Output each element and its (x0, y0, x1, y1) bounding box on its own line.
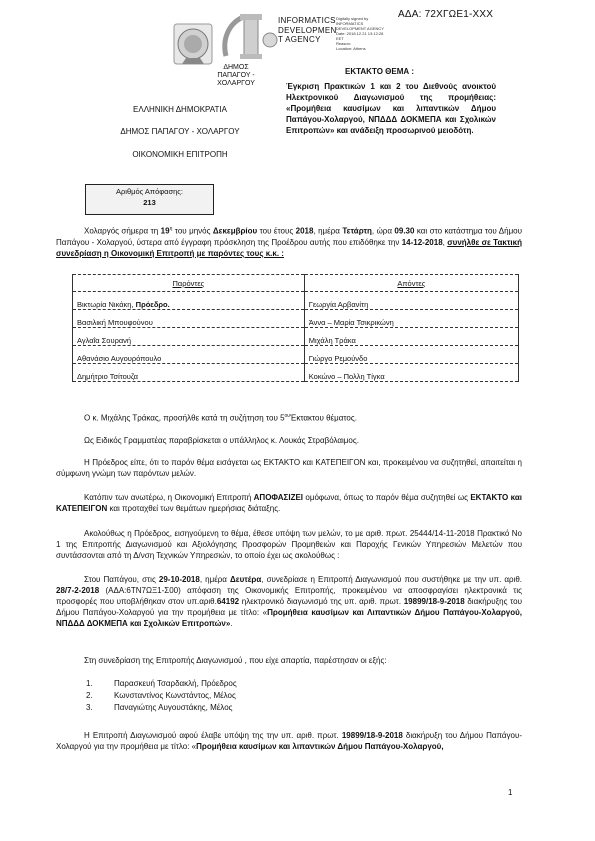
present-role: Πρόεδρο. (135, 300, 170, 309)
text: και στο κατάστημα του Δήμου Παπάγου - Χολαργού, ύστερα από έγγραφη πρόσκληση της Προέδρου αυτής που επιδόθηκε την (56, 226, 523, 247)
sig-line: Location: Athens (336, 46, 366, 51)
list-number: 3. (86, 703, 93, 712)
table-row (73, 292, 519, 310)
intro-paragraph (56, 224, 522, 259)
municipality-seal-logo (170, 14, 216, 70)
day: 19 (160, 226, 170, 236)
text: (ΑΔΑ:6ΤΝ7ΩΞ1-Σ00) απόφαση της Οικονομικής Επιτροπής, προκειμένου να αποσφραγίσει ηλεκτρονικά τις προσφορές που υποβλήθηκαν στον υπ.αριθ. (56, 586, 522, 606)
decision-label: Αριθμός Απόφασης: (116, 187, 183, 196)
table-row (73, 364, 519, 382)
subject-title: ΕΚΤΑΚΤΟ ΘΕΜΑ : (345, 67, 415, 76)
sig-line: EET (336, 36, 344, 41)
text: διακήρυξης του Δήμου Παπάγου-Χολαργού για την προμήθεια με τίτλο: « (56, 597, 523, 617)
invite-date: 14-12-2018 (401, 237, 443, 247)
absent-cell: Γιώργο Ρεμούνδο (304, 346, 518, 364)
page-number: 1 (508, 788, 513, 797)
agency-line-3: T AGENCY (278, 35, 321, 44)
final-paragraph (56, 730, 522, 752)
column-emblem-icon (218, 10, 278, 62)
header-municipality: ΔΗΜΟΣ ΠΑΠΑΓΟΥ - ΧΟΛΑΡΓΟΥ (120, 127, 240, 136)
text: ομόφωνα, όπως το παρόν θέμα συζητηθεί ως (303, 493, 471, 502)
list-name: Παναγιώτης Αυγουστάκης, Μέλος (114, 703, 233, 712)
sig-line: Reason: (336, 41, 351, 46)
decision-ref: 28/7-2-2018 (56, 586, 100, 595)
text: Χολαργός σήμερα τη (84, 226, 161, 236)
digital-signature-text (336, 16, 384, 51)
decides: ΑΠΟΦΑΣΙΖΕΙ (253, 493, 304, 502)
table-row (73, 346, 519, 364)
list-item (86, 678, 237, 689)
procurement-title: Προμήθεια καυσίμων και λιπαντικών Δήμου Παπάγου-Χολαργού, (196, 742, 444, 751)
brand-line-1: ΔΗΜΟΣ (223, 64, 249, 71)
subject-text: Έγκριση Πρακτικών 1 και 2 του Διεθνούς ανοικτού Ηλεκτρονικού Διαγωνισμού της προμήθειας: «Προμήθεια καυσίμων και λιπαντικών Δήμου Παπάγου-Χολαργού, ΝΠΔΔΔ ΔΟΚΜΕΠΑ και Σχολικών Επιτροπών» και ανάδειξη προσωρινού μειοδότη. (286, 82, 496, 135)
urgent-paragraph: Η Πρόεδρος είπε, ότι το παρόν θέμα εισάγεται ως ΕΚΤΑΚΤΟ και ΚΑΤΕΠΕΙΓΟΝ και, προκειμένου να συζητηθεί, απαιτείται η σύμφωνη γνώμη των παρόντων μελών. (56, 458, 522, 478)
present-name: Βικτωρία Νικάκη, (77, 300, 136, 309)
absent-cell: Άννα – Μαρία Τσικρικώνη (304, 310, 518, 328)
list-name: Παρασκευή Τσαρδακλή, Πρόεδρος (114, 679, 237, 688)
minutes-paragraph (56, 574, 522, 629)
municipality-brand (198, 64, 274, 88)
list-item (86, 690, 236, 701)
agency-line-1: INFORMATICS (278, 16, 336, 25)
agency-line-2: DEVELOPMEN (278, 25, 337, 35)
sig-line: DEVELOPMENT AGENCY (336, 26, 384, 31)
brand-line-2: ΠΑΠΑΓΟΥ - ΧΟΛΑΡΓΟΥ (217, 72, 255, 87)
decision-number: 213 (143, 198, 156, 207)
sup: ου (284, 413, 291, 419)
text: , ημέρα (199, 575, 231, 584)
text: του μηνός (172, 226, 213, 236)
protocol-number: 19899/18-9-2018 (403, 597, 465, 606)
text: ηλεκτρονικό διαγωνισμό της υπ. αριθ. πρωτ. (239, 597, 404, 606)
absent-cell: Μιχάλη Τράκα (304, 328, 518, 346)
attendance-table (72, 274, 519, 382)
text: , ώρα (371, 226, 395, 236)
present-cell: Βασιλική Μπουφούνου (73, 310, 305, 328)
table-row (73, 310, 519, 328)
weekday: Τετάρτη (342, 226, 372, 236)
decision-paragraph (56, 492, 522, 514)
session-text: συνήλθε σε Τακτική συνεδρίαση η Οικονομική Επιτροπή με παρόντες τους κ.κ. : (56, 237, 522, 258)
committee-intro: Στη συνεδρίαση της Επιτροπής Διαγωνισμού , που είχε απαρτία, παρέστησαν οι εξής: (84, 656, 387, 665)
list-item (86, 702, 233, 713)
text: , συνεδρίασε η Επιτροπή Διαγωνισμού που συστήθηκε με την υπ. αριθ. (261, 575, 523, 584)
sig-line: INFORMATICS (336, 21, 364, 26)
list-number: 1. (86, 679, 93, 688)
text: Η Επιτροπή Διαγωνισμού αφού έλαβε υπόψη της την υπ. αριθ. πρωτ. (84, 731, 342, 740)
text: του έτους (257, 226, 296, 236)
late-arrival-paragraph (56, 411, 522, 424)
absent-cell: Γεωργία Αρβανίτη (304, 292, 518, 310)
header-country: ΕΛΛΗΝΙΚΗ ΔΗΜΟΚΡΑΤΙΑ (133, 105, 227, 114)
present-cell: Αθανάσιο Αυγουρόπουλο (73, 346, 305, 364)
year: 2018 (295, 226, 314, 236)
date: 29-10-2018 (158, 575, 200, 584)
list-name: Κωνσταντίνος Κωνστάντος, Μέλος (114, 691, 236, 700)
decision-number-box (85, 184, 214, 215)
time: 09.30 (394, 226, 415, 236)
tender-number: 64192 (216, 597, 240, 606)
text: Ο κ. Μιχάλης Τράκας, προσήλθε κατά τη συζήτηση του 5 (84, 413, 285, 423)
header-committee: ΟΙΚΟΝΟΜΙΚΗ ΕΠΙΤΡΟΠΗ (132, 150, 228, 159)
proposal-paragraph: Ακολούθως η Πρόεδρος, εισηγούμενη το θέμα, έθεσε υπόψη των μελών, το με αριθ. πρωτ. 25444/14-11-2018 Πρακτικό Νο 1 της Επιτροπής Διαγωνισμού και Αξιολόγησης Προσφορών Προμηθειών και Παροχής Γενικών Υπηρεσιών Μελετών που συντάσσονται από τη Δ/νση Τεχνικών Υπηρεσιών, το οποίο έχει ως ακολούθως : (56, 529, 522, 560)
protocol-number: 19899/18-9-2018 (341, 731, 403, 740)
text: Στου Παπάγου, στις (84, 575, 159, 584)
present-cell (73, 292, 305, 310)
month: Δεκεμβρίου (212, 226, 258, 236)
logo-block (170, 4, 480, 86)
sig-line: Date: 2018.12.21 13:12:28 (336, 31, 384, 36)
weekday: Δευτέρα (230, 575, 262, 584)
absent-header: Απόντες (304, 275, 518, 292)
text: και προταχθεί των θεμάτων ημερήσιας διάταξης. (107, 504, 281, 513)
sig-line: Digitally signed by (336, 16, 369, 21)
absent-cell: Κοκώνο – Πολλη Τίγκα (304, 364, 518, 382)
urgent-label: ΕΚΤΑΚΤΟ και ΚΑΤΕΠΕΙΓΟΝ (56, 493, 523, 513)
sup: η (169, 226, 173, 232)
list-number: 2. (86, 691, 93, 700)
present-header: Παρόντες (73, 275, 305, 292)
text: διακήρυξη του Δήμου Παπάγου-Χολαργού για την προμήθεια με τίτλο: « (56, 731, 522, 751)
present-cell: Δημήτριο Τσίτουζα (73, 364, 305, 382)
text: . (230, 619, 233, 628)
text: Κατόπιν των ανωτέρω, η Οικονομική Επιτροπή (84, 493, 254, 502)
secretary-paragraph: Ως Ειδικός Γραμματέας παραβρίσκεται ο υπάλληλος κ. Λουκάς Στραβόλαιμος. (84, 436, 359, 445)
text: Έκτακτου θέματος. (290, 413, 357, 423)
table-row (73, 328, 519, 346)
agency-name (278, 16, 337, 45)
ada-code: ΑΔΑ: 72ΧΓΩΕ1-ΧΧΧ (398, 9, 494, 20)
text: , (442, 237, 448, 247)
present-cell: Αγλαΐα Σουρανή (73, 328, 305, 346)
text: , ημέρα (313, 226, 343, 236)
procurement-title: Προμήθεια καυσίμων και Λιπαντικών Δήμου Παπάγου-Χολαργού, ΝΠΔΔΔ ΔΟΚΜΕΠΑ και Σχολικών Επιτροπών» (56, 608, 522, 628)
